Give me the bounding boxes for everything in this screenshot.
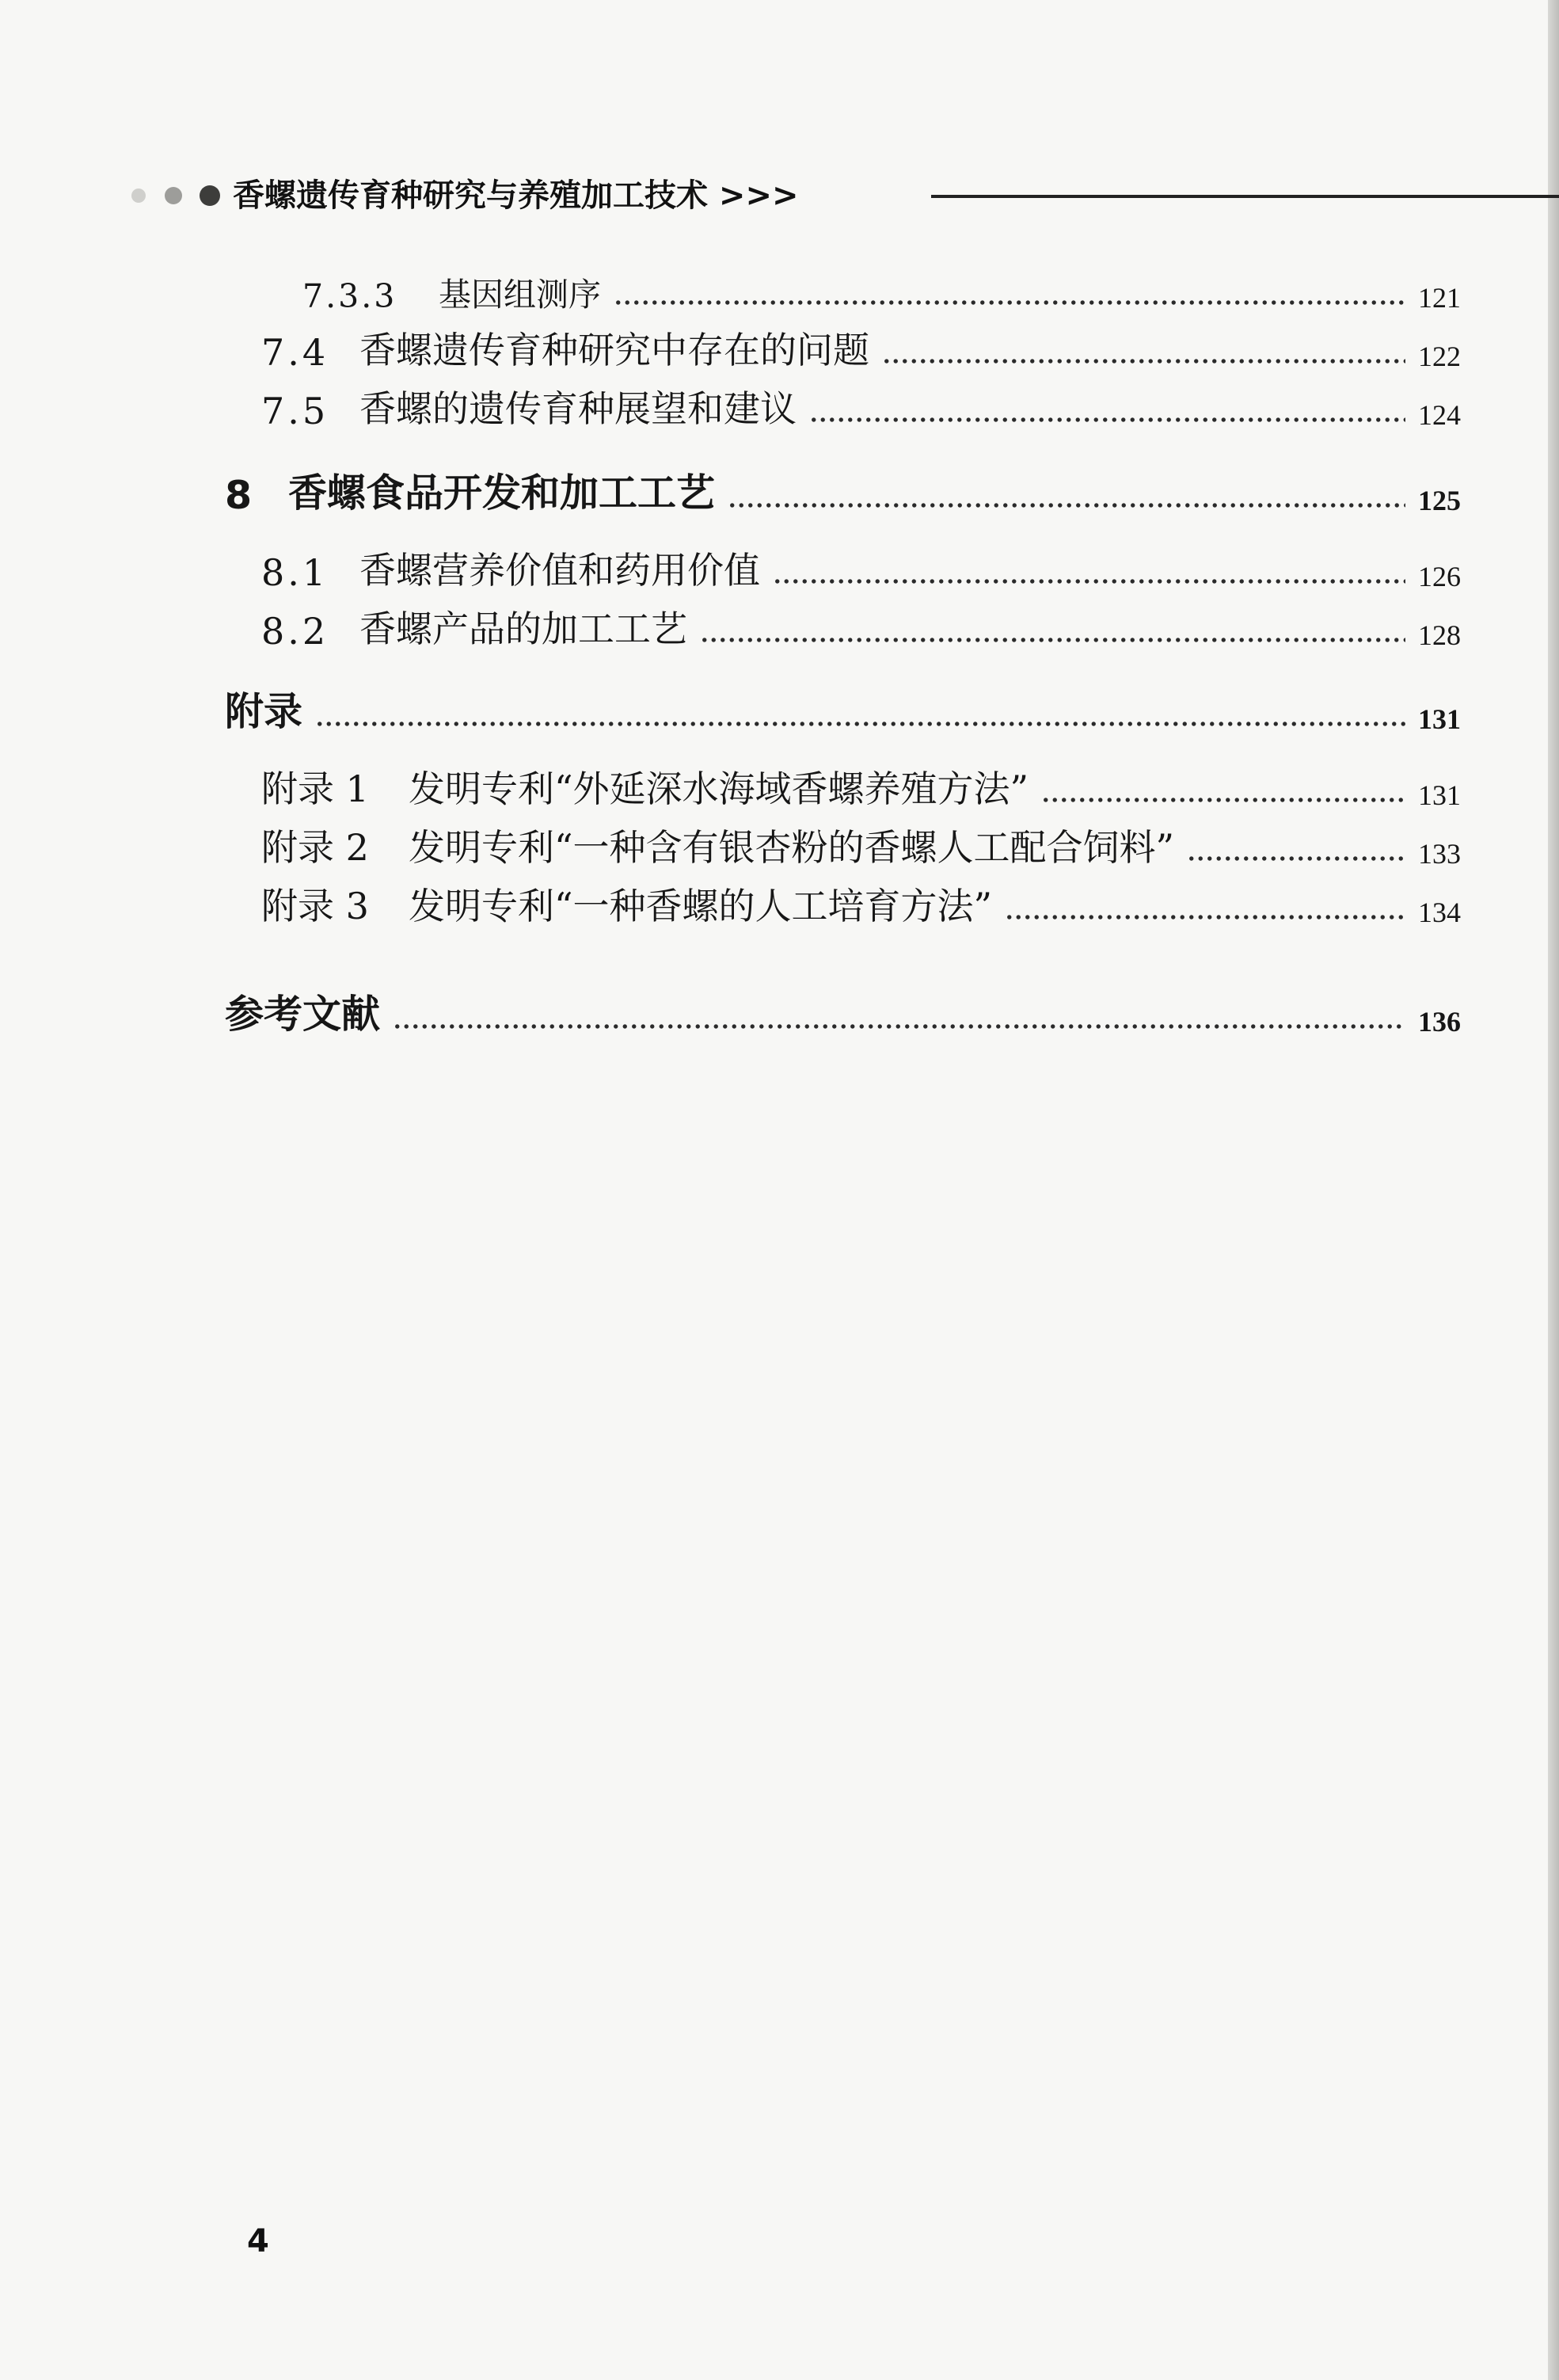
header-rule: [931, 195, 1559, 198]
toc-entry-number: 附录 3: [261, 885, 369, 927]
toc-entry-title: 发明专利“外延深水海域香螺养殖方法”: [409, 767, 1029, 810]
toc-entry-page: 134: [1418, 897, 1461, 928]
toc-entry-page: 131: [1418, 703, 1461, 735]
toc-entry-page: 124: [1418, 399, 1461, 431]
header-dot-light-icon: [131, 188, 146, 203]
toc-entry-number: 附录 2: [261, 826, 369, 869]
dot-leader: [773, 578, 1405, 585]
toc-entry-title: 发明专利“一种香螺的人工培育方法”: [409, 885, 993, 927]
toc-entry-page: 122: [1418, 341, 1461, 372]
toc-entry-title: 香螺的遗传育种展望和建议: [359, 387, 797, 430]
dot-leader: [700, 637, 1405, 643]
dot-leader: [1041, 797, 1405, 803]
toc-entry-number: 8.1: [261, 551, 329, 594]
toc-entry-page: 131: [1418, 779, 1461, 811]
toc-appendix-entry: [261, 825, 1461, 871]
toc-entry-number: 7.4: [261, 331, 329, 374]
toc-entry-number: 8.2: [261, 610, 329, 653]
header-title: 香螺遗传育种研究与养殖加工技术 >>>: [233, 177, 799, 214]
toc-chapter-entry: [225, 686, 1461, 737]
toc-entry-title: 基因组测序: [439, 276, 601, 314]
toc-appendix-entry: [261, 767, 1461, 813]
header-dot-dark-icon: [200, 185, 220, 206]
toc-entry-page: 121: [1418, 282, 1461, 314]
toc-entry-page: 133: [1418, 838, 1461, 870]
running-header: [127, 168, 1473, 223]
toc-chapter-entry: [225, 988, 1461, 1039]
toc-entry-page: 125: [1418, 485, 1461, 516]
toc-entry-page: 136: [1418, 1006, 1461, 1038]
dot-leader: [728, 502, 1405, 508]
toc-chapter-number: 8: [225, 473, 253, 518]
dot-leader: [315, 721, 1405, 727]
toc-entry-title: 香螺营养价值和药用价值: [359, 549, 760, 592]
toc-entry: [261, 548, 1461, 594]
page-number: 4: [247, 2223, 269, 2260]
toc-entry-number: 附录 1: [261, 767, 369, 810]
toc-entry-title: 发明专利“一种含有银杏粉的香螺人工配合饲料”: [409, 826, 1175, 869]
toc-entry-title: 香螺遗传育种研究中存在的问题: [359, 329, 869, 371]
toc-entry-page: 126: [1418, 561, 1461, 592]
dot-leader: [393, 1023, 1405, 1030]
dot-leader: [1187, 855, 1405, 862]
toc-entry: [261, 328, 1461, 374]
toc-entry-number: 7.3.3: [302, 277, 397, 315]
toc-entry-number: 7.5: [261, 390, 329, 432]
toc-appendix-entry: [261, 884, 1461, 930]
toc-entry: [261, 387, 1461, 432]
toc-chapter-title: 香螺食品开发和加工工艺: [288, 470, 716, 516]
toc-entry-title: 香螺产品的加工工艺: [359, 607, 687, 650]
dot-leader: [809, 417, 1405, 423]
toc-chapter-title: 参考文献: [225, 992, 381, 1037]
dot-leader: [614, 299, 1405, 306]
dot-leader: [882, 358, 1405, 364]
dot-leader: [1005, 914, 1405, 920]
header-dot-medium-icon: [165, 187, 182, 204]
toc-chapter-entry: [225, 467, 1461, 518]
toc-chapter-title: 附录: [225, 689, 303, 734]
toc-entry: [302, 269, 1461, 315]
page-edge-shadow: [1548, 0, 1559, 2380]
toc-entry: [261, 607, 1461, 653]
toc-entry-page: 128: [1418, 619, 1461, 651]
